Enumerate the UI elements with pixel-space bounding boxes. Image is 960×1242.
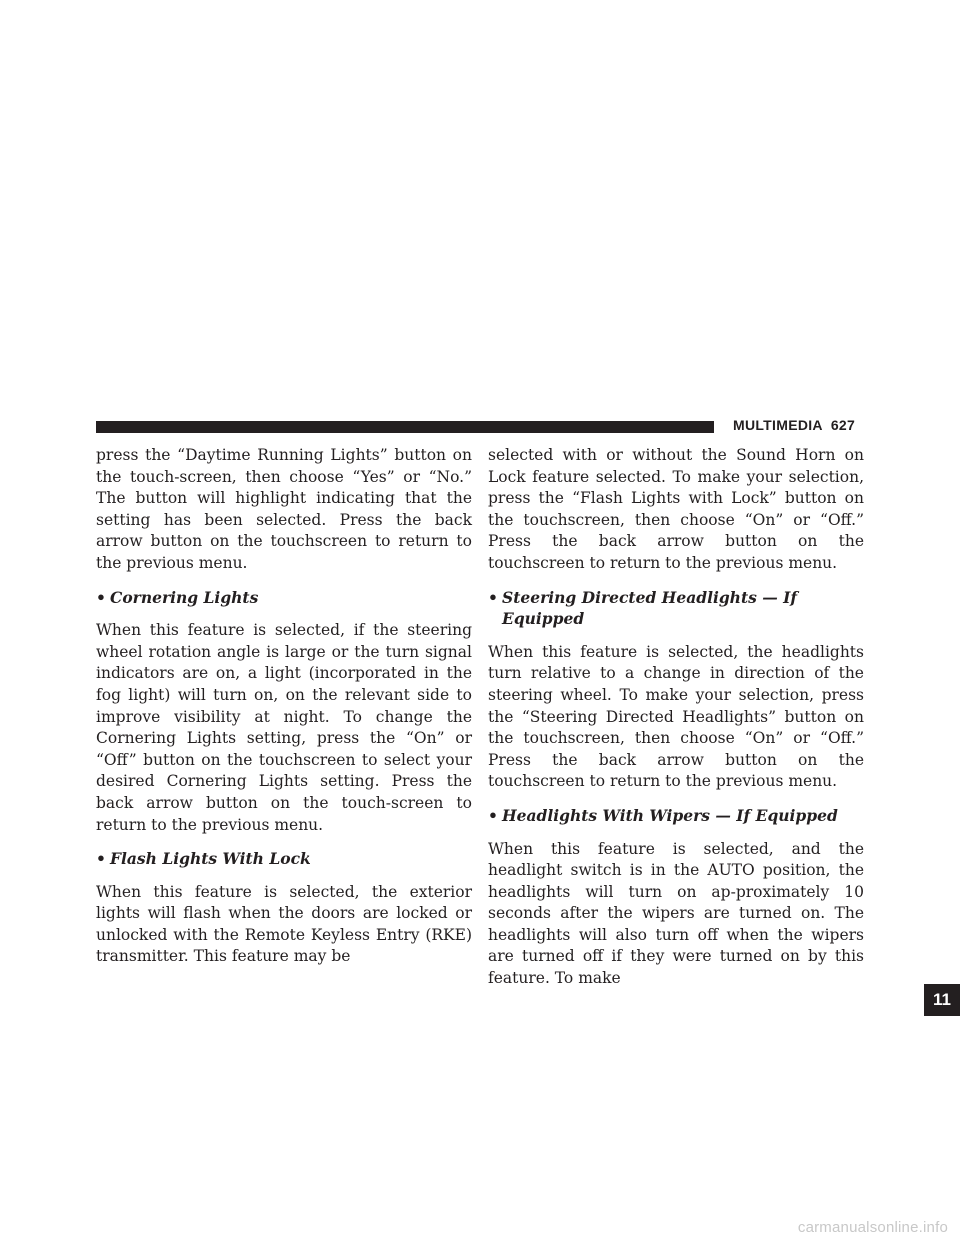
bullet-icon: • — [488, 587, 498, 607]
bullet-item — [488, 805, 864, 827]
paragraph: When this feature is selected, the exterior lights will flash when the doors are locked or unlocked with the Remote Keyless Entry (RKE) transmitter. This feature may be — [96, 882, 472, 966]
header-rule — [96, 421, 714, 433]
paragraph: selected with or without the Sound Horn on Lock feature selected. To make your selection, press the “Flash Lights with Lock” button on the touchscreen, then choose “On” or “Off.” Press the back arrow button on the touchscreen to return to the previous menu. — [488, 446, 864, 572]
paragraph: When this feature is selected, and the headlight switch is in the AUTO position, the headlights will turn on ap-proximately 10 seconds after the wipers are turned on. The headlights will also turn off when the wipers are turned off if they were turned on by this feature. To make — [488, 839, 864, 988]
bullet-heading: Flash Lights With Lock — [110, 849, 311, 869]
watermark: carmanualsonline.info — [797, 1219, 948, 1236]
right-column — [488, 445, 864, 1002]
left-column — [96, 445, 472, 980]
bullet-icon: • — [96, 849, 106, 869]
bullet-item — [488, 587, 864, 630]
paragraph: When this feature is selected, if the steering wheel rotation angle is large or the turn signal indicators are on, a light (incorporated in the fog light) will turn on, on the relevant side to improve visibility at night. To change the Cornering Lights setting, press the “On” or “Off” button on the touchscreen to select your desired Cornering Lights setting. Press the back arrow button on the touch-screen to return to the previous menu. — [96, 621, 472, 834]
bullet-heading: Cornering Lights — [110, 587, 259, 607]
paragraph: press the “Daytime Running Lights” button on the touch-screen, then choose “Yes” or “No.” The button will highlight indicating that the setting has been selected. Press the back arrow button on the touchscreen to return to the previous menu. — [96, 446, 472, 572]
section-title: MULTIMEDIA — [733, 417, 823, 433]
bullet-icon: • — [488, 805, 498, 825]
bullet-item — [96, 587, 472, 609]
bullet-item — [96, 848, 472, 870]
running-header — [733, 417, 855, 433]
chapter-tab: 11 — [924, 984, 960, 1016]
bullet-heading: Headlights With Wipers — If Equipped — [502, 805, 838, 825]
page-number: 627 — [830, 417, 856, 433]
bullet-heading: Steering Directed Headlights — If Equipped — [502, 587, 798, 629]
bullet-icon: • — [96, 587, 106, 607]
paragraph: When this feature is selected, the headlights turn relative to a change in direction of the steering wheel. To make your selection, press the “Steering Directed Headlights” button on the touchscreen, then choose “On” or “Off.” Press the back arrow button on the touchscreen to return to the previous menu. — [488, 642, 864, 791]
